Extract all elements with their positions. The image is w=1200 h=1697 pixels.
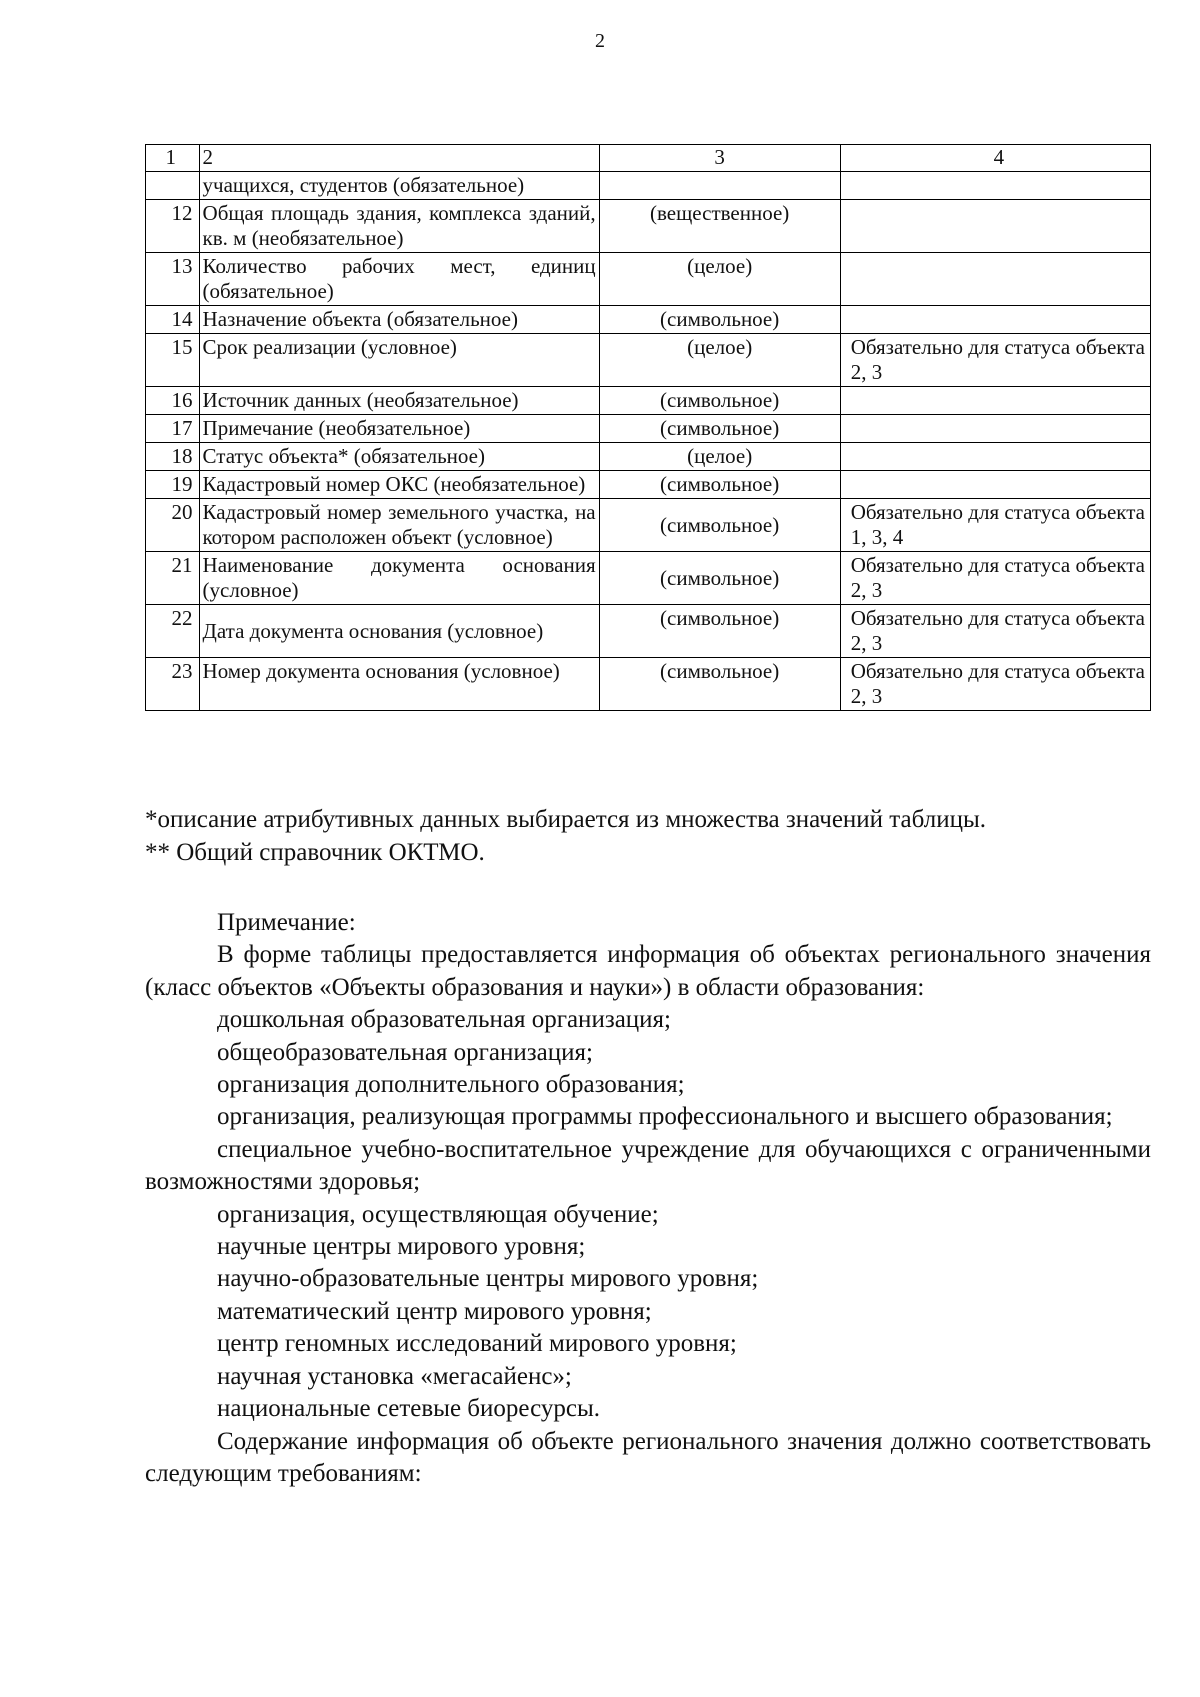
list-item: общеобразовательная организация; — [217, 1038, 593, 1066]
row-number: 19 — [146, 471, 200, 499]
row-number: 17 — [146, 415, 200, 443]
attribute-name: Общая площадь здания, комплекса зданий, кв. м (необязательное) — [199, 200, 599, 253]
page-number: 2 — [595, 30, 605, 52]
attribute-note — [840, 253, 1150, 306]
attribute-type: (целое) — [599, 253, 840, 306]
attribute-note: Обязательно для статуса объекта 2, 3 — [840, 658, 1150, 711]
attribute-note — [840, 471, 1150, 499]
attributes-table — [145, 144, 1151, 711]
table-row — [146, 306, 1151, 334]
note-intro: В форме таблицы предоставляется информация об объектах регионального значения (класс объектов «Объекты образования и науки») в области образования: — [145, 941, 1151, 1001]
attribute-type: (символьное) — [599, 471, 840, 499]
attribute-type: (символьное) — [599, 415, 840, 443]
attribute-type: (целое) — [599, 443, 840, 471]
row-number: 12 — [146, 200, 200, 253]
attribute-type: (целое) — [599, 334, 840, 387]
attribute-name: Наименование документа основания (условное) — [199, 552, 599, 605]
row-number: 13 — [146, 253, 200, 306]
table-row — [146, 334, 1151, 387]
list-item: научная установка «мегасайенс»; — [217, 1362, 572, 1390]
row-number — [146, 172, 200, 200]
list-item: организация, реализующая программы профессионального и высшего образования; — [217, 1103, 1113, 1131]
attribute-name: Кадастровый номер земельного участка, на котором расположен объект (условное) — [199, 499, 599, 552]
note-section — [145, 907, 1151, 1490]
attribute-note: Обязательно для статуса объекта 2, 3 — [840, 605, 1150, 658]
attribute-type: (символьное) — [599, 658, 840, 711]
table-row — [146, 387, 1151, 415]
attribute-type: (символьное) — [599, 605, 840, 658]
list-item: математический центр мирового уровня; — [217, 1297, 652, 1325]
table-row — [146, 499, 1151, 552]
attribute-type — [599, 172, 840, 200]
table-row — [146, 415, 1151, 443]
attribute-name: Срок реализации (условное) — [199, 334, 599, 387]
attribute-name: Дата документа основания (условное) — [199, 605, 599, 658]
note-closing: Содержание информация об объекте регионального значения должно соответствовать следующим требованиям: — [145, 1427, 1151, 1487]
attribute-type: (вещественное) — [599, 200, 840, 253]
table-row — [146, 605, 1151, 658]
attribute-note — [840, 200, 1150, 253]
list-item: организация дополнительного образования; — [217, 1071, 685, 1099]
attribute-name: Количество рабочих мест, единиц (обязательное) — [199, 253, 599, 306]
table-row — [146, 658, 1151, 711]
row-number: 21 — [146, 552, 200, 605]
column-header-2: 2 — [199, 145, 599, 172]
list-item: национальные сетевые биоресурсы. — [217, 1395, 601, 1423]
attribute-note — [840, 415, 1150, 443]
list-item: центр геномных исследований мирового уровня; — [217, 1330, 737, 1358]
table-row — [146, 443, 1151, 471]
attribute-type: (символьное) — [599, 387, 840, 415]
column-header-3: 3 — [599, 145, 840, 172]
row-number: 22 — [146, 605, 200, 658]
attribute-note: Обязательно для статуса объекта 2, 3 — [840, 334, 1150, 387]
row-number: 18 — [146, 443, 200, 471]
list-item: специальное учебно-воспитательное учреждение для обучающихся с ограниченными возможностями здоровья; — [145, 1135, 1151, 1196]
table-row — [146, 172, 1151, 200]
table-header-row — [146, 145, 1151, 172]
list-item: научные центры мирового уровня; — [217, 1233, 586, 1261]
attribute-name: учащихся, студентов (обязательное) — [199, 172, 599, 200]
attribute-name: Статус объекта* (обязательное) — [199, 443, 599, 471]
column-header-4: 4 — [840, 145, 1150, 172]
list-item: дошкольная образовательная организация; — [217, 1006, 671, 1034]
table-row — [146, 253, 1151, 306]
attribute-note — [840, 306, 1150, 334]
row-number: 15 — [146, 334, 200, 387]
list-item: организация, осуществляющая обучение; — [217, 1200, 659, 1228]
attribute-name: Примечание (необязательное) — [199, 415, 599, 443]
row-number: 23 — [146, 658, 200, 711]
attribute-note — [840, 443, 1150, 471]
list-item: научно-образовательные центры мирового уровня; — [217, 1265, 759, 1293]
attribute-type: (символьное) — [599, 306, 840, 334]
attribute-type: (символьное) — [599, 499, 840, 552]
attribute-name: Назначение объекта (обязательное) — [199, 306, 599, 334]
column-header-1: 1 — [146, 145, 200, 172]
attribute-note: Обязательно для статуса объекта 1, 3, 4 — [840, 499, 1150, 552]
row-number: 14 — [146, 306, 200, 334]
row-number: 16 — [146, 387, 200, 415]
footnote-asterisk: *описание атрибутивных данных выбирается из множества значений таблицы. — [145, 806, 987, 833]
attribute-note — [840, 387, 1150, 415]
note-title: Примечание: — [217, 909, 356, 936]
attribute-note — [840, 172, 1150, 200]
attribute-name: Источник данных (необязательное) — [199, 387, 599, 415]
table-row — [146, 471, 1151, 499]
attribute-name: Кадастровый номер ОКС (необязательное) — [199, 471, 599, 499]
footnotes — [145, 803, 1151, 869]
attribute-type: (символьное) — [599, 552, 840, 605]
table-row — [146, 200, 1151, 253]
attribute-name: Номер документа основания (условное) — [199, 658, 599, 711]
table-row — [146, 552, 1151, 605]
row-number: 20 — [146, 499, 200, 552]
attribute-note: Обязательно для статуса объекта 2, 3 — [840, 552, 1150, 605]
footnote-double-asterisk: ** Общий справочник ОКТМО. — [145, 839, 485, 866]
